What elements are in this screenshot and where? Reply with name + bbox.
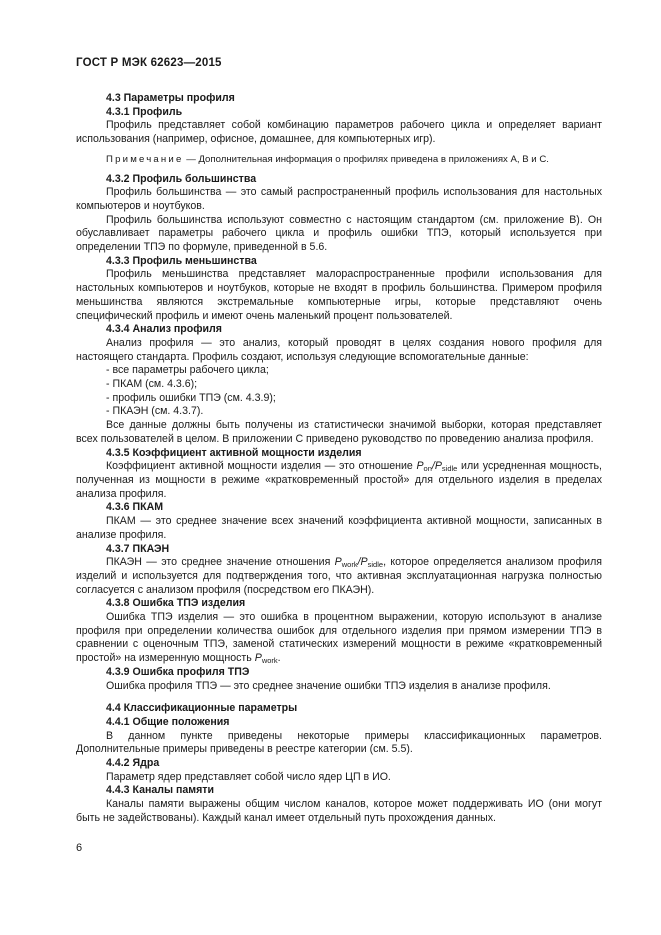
clause-4-3-1-heading: 4.3.1 Профиль: [106, 105, 183, 118]
symbol-p: P: [434, 460, 442, 473]
clause-4-3-9-text: Ошибка профиля ТПЭ — это среднее значение ошибки ТПЭ изделия в анализе профиля.: [106, 679, 551, 692]
running-header: ГОСТ Р МЭК 62623—2015: [76, 57, 222, 69]
text-run: , которое определяется анализом профиля изделий и используется для подтверждения того, что активная эксплуатационная нагрузка полностью согласуется с анализом профиля (посредством его ПКАЭН).: [76, 556, 602, 596]
section-4-3-heading: 4.3 Параметры профиля: [106, 92, 235, 104]
slash: /: [431, 460, 435, 473]
symbol-p: P: [360, 556, 368, 569]
clause-4-3-2-heading: 4.3.2 Профиль большинства: [106, 172, 257, 185]
clause-4-4-1-text: В данном пункте приведены некоторые примеры классификационных параметров. Дополнительные примеры приведены в реестре категории (см. 5.5).: [76, 729, 602, 756]
symbol-p: P: [334, 556, 342, 569]
clause-4-3-6-text: ПКАМ — это среднее значение всех значений коэффициента активной мощности, записанных в анализе профиля.: [76, 515, 602, 541]
clause-4-3-5-text: [76, 460, 602, 501]
clause-4-3-2-para-1: Профиль большинства — это самый распространенный профиль использования для настольных компьютеров и ноутбуков.: [76, 186, 602, 212]
clause-4-3-6-heading: 4.3.6 ПКАМ: [106, 501, 164, 514]
note: [76, 153, 602, 167]
text-run: или усредненная мощность, полученная из мощности в режиме «кратковременный простой» для отдельного изделия в пределах анализа профиля.: [76, 460, 602, 500]
subscript: on: [423, 464, 432, 474]
clause-4-4-3-heading: 4.4.3 Каналы памяти: [106, 784, 215, 797]
text-run: Коэффициент активной мощности изделия — это отношение: [106, 460, 417, 473]
subscript: sidle: [367, 560, 384, 570]
list-item: - профиль ошибки ТПЭ (см. 4.3.9);: [106, 391, 276, 404]
clause-4-4-2-text: Параметр ядер представляет собой число ядер ЦП в ИО.: [106, 770, 391, 783]
list-item: - ПКАМ (см. 4.3.6);: [106, 378, 198, 391]
clause-4-4-1-heading: 4.4.1 Общие положения: [106, 715, 230, 728]
clause-4-3-7-heading: 4.3.7 ПКАЭН: [106, 542, 170, 555]
subscript: work: [261, 656, 278, 666]
text-run: .: [277, 652, 281, 665]
subscript: sidle: [441, 464, 458, 474]
clause-4-3-4-closing: Все данные должны быть получены из статистически значимой выборки, которая представляет всех пользователей в целом. В приложении С приведено руководство по проведению анализа профиля.: [76, 419, 602, 445]
clause-4-3-2-para-2: Профиль большинства используют совместно с настоящим стандартом (см. приложение В). Он обуславливает параметры рабочего цикла и профиль ошибки ТПЭ, который используется при определении ТПЭ по формуле, приведенной в 5.6.: [76, 213, 602, 254]
slash: /: [357, 556, 361, 569]
text-run: Ошибка ТПЭ изделия — это ошибка в процентном выражении, которую используют в анализе профиля при определении количества ошибок для отдельного изделия при прямом измерении ТПЭ в сравнении с оценочным ТПЭ, заменой статических измерений мощности в режиме «кратковременный простой» на измеренную мощность: [76, 611, 602, 665]
clause-4-3-5-heading: 4.3.5 Коэффициент активной мощности изделия: [106, 446, 362, 459]
symbol-p: P: [254, 652, 262, 665]
clause-4-3-3-heading: 4.3.3 Профиль меньшинства: [106, 254, 257, 267]
clause-4-4-3-text: Каналы памяти выражены общим числом каналов, которое может поддерживать ИО (они могут быть не задействованы). Каждый канал имеет отдельный путь прохождения данных.: [76, 798, 602, 824]
symbol-p: P: [416, 460, 424, 473]
page-content: [76, 92, 602, 826]
clause-4-3-8-text: [76, 611, 602, 666]
list-item: - ПКАЭН (см. 4.3.7).: [106, 405, 204, 418]
page-number: 6: [76, 842, 83, 854]
clause-4-3-8-heading: 4.3.8 Ошибка ТПЭ изделия: [106, 597, 246, 610]
clause-4-3-4-heading: 4.3.4 Анализ профиля: [106, 323, 222, 336]
subscript: work: [341, 560, 358, 570]
note-text: — Дополнительная информация о профилях приведена в приложениях А, В и С.: [183, 153, 549, 165]
section-4-4-heading: 4.4 Классификационные параметры: [106, 702, 298, 715]
clause-4-3-4-text: Анализ профиля — это анализ, который проводят в целях создания нового профиля для настоящего стандарта. Профиль создают, используя следующие вспомогательные данные:: [76, 336, 602, 363]
clause-4-3-3-text: Профиль меньшинства представляет малораспространенные профили использования для настольных компьютеров и ноутбуков, которые не входят в профиль большинства. Примером профиля меньшинства являются экстремальные компьютерные игры, которые представляют очень специфический профиль и имеют очень маленький процент пользователей.: [76, 268, 602, 322]
list-item: - все параметры рабочего цикла;: [106, 364, 269, 377]
note-label: Примечание: [106, 153, 184, 165]
clause-4-3-9-heading: 4.3.9 Ошибка профиля ТПЭ: [106, 665, 250, 678]
clause-4-3-1-text: Профиль представляет собой комбинацию параметров рабочего цикла и определяет вариант использования (например, офисное, домашнее, для компьютерных игр).: [76, 119, 602, 146]
clause-4-3-7-text: [76, 556, 602, 597]
clause-4-4-2-heading: 4.4.2 Ядра: [106, 757, 160, 770]
text-run: ПКАЭН — это среднее значение отношения: [106, 556, 335, 569]
